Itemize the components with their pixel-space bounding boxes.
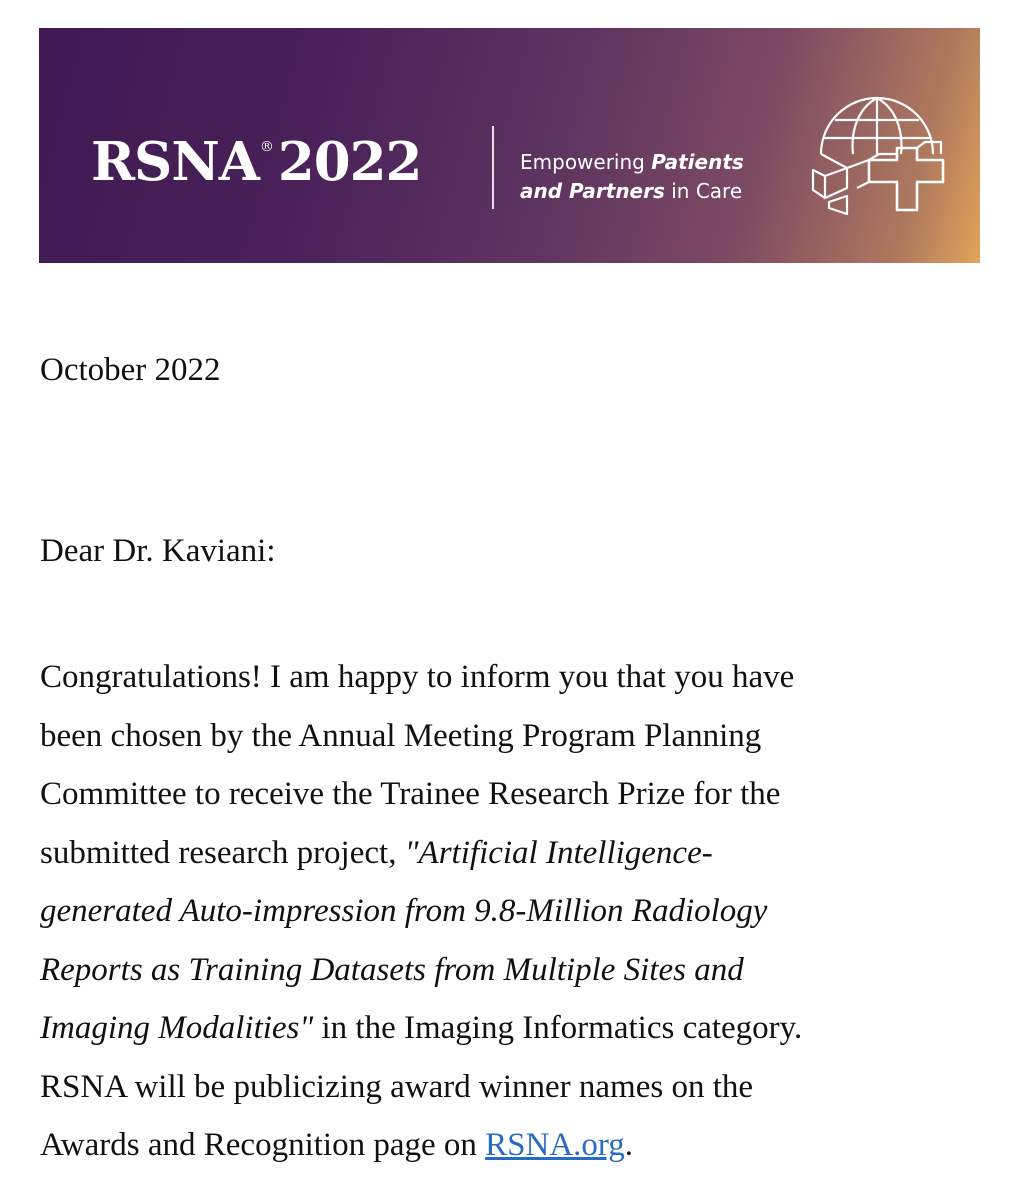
- rsna-org-link[interactable]: RSNA.org: [485, 1127, 625, 1163]
- body-line: Awards and Recognition page on RSNA.org.: [40, 1127, 634, 1163]
- brand-name: RSNA: [91, 131, 259, 193]
- project-title: "Artificial Intelligence-: [404, 834, 713, 871]
- banner-divider: [492, 126, 494, 209]
- brand-year: 2022: [277, 131, 422, 193]
- letter-salutation: Dear Dr. Kaviani:: [40, 533, 276, 569]
- tagline-line-1: Empowering Patients: [520, 150, 744, 174]
- body-line: been chosen by the Annual Meeting Program Planning: [40, 717, 762, 754]
- globe-cross-icon: [807, 76, 947, 226]
- body-line: submitted research project, "Artificial Intelligence-: [40, 834, 713, 871]
- project-title: generated Auto-impression from 9.8-Million Radiology: [40, 893, 768, 929]
- header-banner: [39, 28, 980, 263]
- rsna-2022-logo: [91, 131, 422, 193]
- body-line: RSNA will be publicizing award winner names on the: [40, 1068, 754, 1105]
- body-line: Imaging Modalities" in the Imaging Informatics category.: [40, 1010, 803, 1046]
- letter-body: [40, 648, 985, 1175]
- body-line: Congratulations! I am happy to inform you that you have: [40, 659, 795, 695]
- project-title: Reports as Training Datasets from Multiple Sites and: [40, 951, 744, 988]
- registered-mark: ®: [259, 139, 274, 155]
- letter-date: October 2022: [40, 352, 221, 388]
- project-title: Imaging Modalities": [40, 1010, 314, 1046]
- banner-tagline: [520, 148, 744, 206]
- tagline-line-2: and Partners in Care: [520, 179, 743, 203]
- body-line: Committee to receive the Trainee Research Prize for the: [40, 776, 781, 812]
